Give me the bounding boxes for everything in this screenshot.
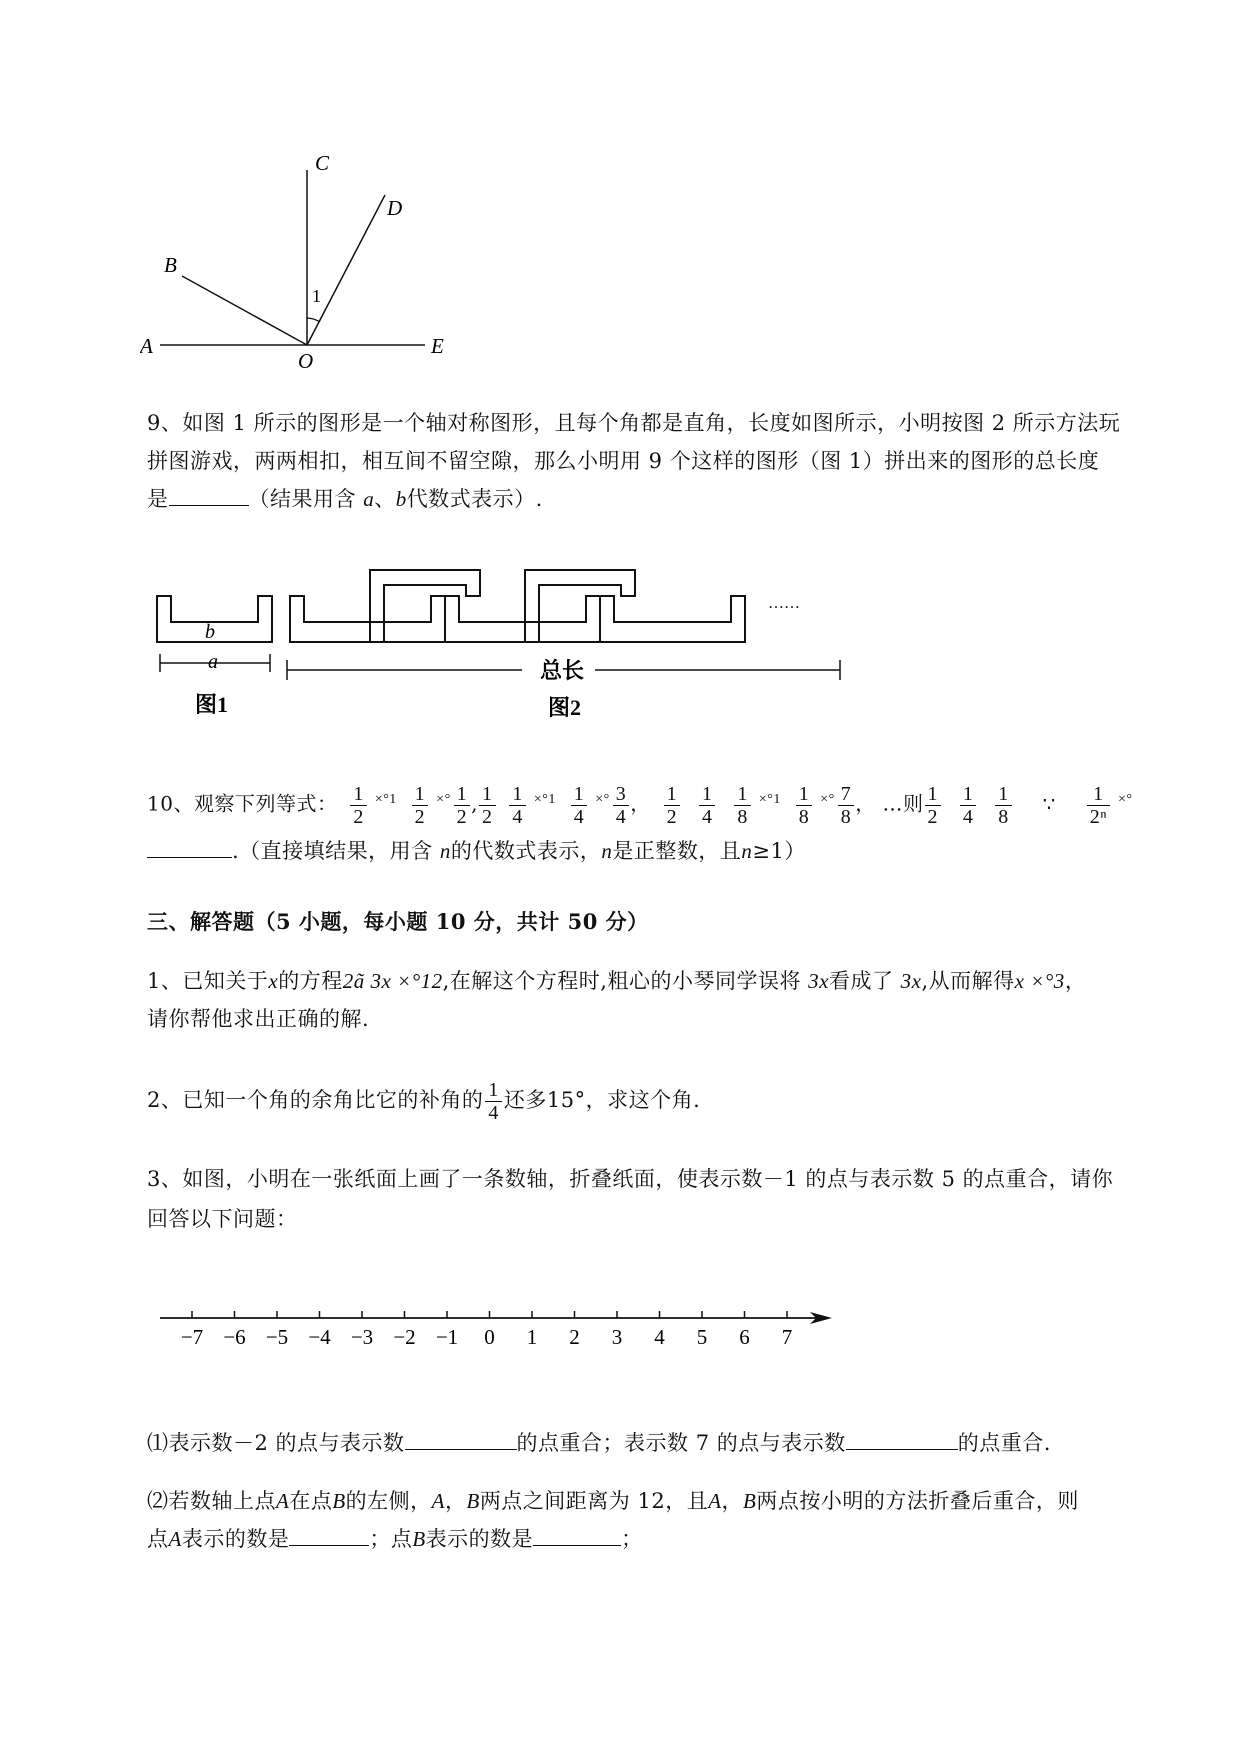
q10-frac-16: $\frac{1}{\text{2ⁿ}}$ bbox=[1087, 783, 1110, 828]
fig2-caption: 图2 bbox=[548, 695, 582, 720]
fig2-shape-3 bbox=[445, 596, 600, 642]
q10-frac-12: $\frac{7}{8}$ bbox=[838, 783, 855, 828]
q9-answer-blank[interactable] bbox=[169, 485, 249, 506]
ray-ob bbox=[182, 276, 307, 345]
label-angle-1: 1 bbox=[312, 286, 321, 306]
fig2-shape-2 bbox=[370, 570, 480, 642]
tick-label: −2 bbox=[393, 1325, 416, 1349]
q10-frac-14: $\frac{1}{4}$ bbox=[960, 783, 977, 828]
q10-frac-5: $\frac{1}{4}$ bbox=[509, 783, 526, 828]
label-b: B bbox=[164, 253, 177, 277]
q10-frac-11: $\frac{1}{8}$ bbox=[796, 783, 813, 828]
q9-line1: 9、如图 1 所示的图形是一个轴对称图形，且每个角都是直角，长度如图所示，小明按图 2 所示方法玩 bbox=[147, 411, 1121, 435]
angle-figure bbox=[140, 150, 460, 370]
q10-then: …则 bbox=[882, 791, 924, 816]
p1-line2: 请你帮他求出正确的解. bbox=[147, 1007, 370, 1031]
tick-label: 2 bbox=[569, 1325, 580, 1349]
tick-label: 6 bbox=[739, 1325, 750, 1349]
tick-label: −7 bbox=[180, 1325, 204, 1349]
q10-ellipsis: ∵ bbox=[1042, 791, 1056, 816]
sub2-line1: ⑵若数轴上点A在点B的左侧，A，B两点之间距离为 12，且A，B两点按小明的方法折叠后重合，则 bbox=[147, 1489, 1079, 1513]
tick-label: −5 bbox=[265, 1325, 289, 1349]
label-o: O bbox=[298, 349, 314, 370]
q10-frac-1: $\frac{1}{2}$ bbox=[350, 783, 367, 828]
q10-frac-6: $\frac{1}{4}$ bbox=[571, 783, 588, 828]
tick-label: 0 bbox=[484, 1325, 495, 1349]
q10-frac-13: $\frac{1}{2}$ bbox=[925, 783, 942, 828]
q9-line2: 拼图游戏，两两相扣，相互间不留空隙，那么小明用 9 个这样的图形（图 1）拼出来的图形的总长度 bbox=[147, 449, 1100, 473]
p2-line: 2、已知一个角的余角比它的补角的 $\frac{1}{4}$ 还多15°，求这个角. bbox=[147, 1079, 701, 1124]
tick-label: 3 bbox=[611, 1325, 623, 1349]
puzzle-figure bbox=[150, 560, 870, 730]
q10-prefix: 10、观察下列等式： bbox=[147, 791, 338, 816]
p3-line1: 3、如图，小明在一张纸面上画了一条数轴，折叠纸面，使表示数－1 的点与表示数 5 的点重合，请你 bbox=[147, 1167, 1114, 1191]
p3-line2: 回答以下问题： bbox=[147, 1207, 298, 1231]
q10-frac-8: $\frac{1}{2}$ bbox=[664, 783, 681, 828]
fig2-dots: …… bbox=[768, 595, 800, 612]
fig2-shape-4 bbox=[525, 570, 635, 642]
sub1-blank-1[interactable] bbox=[405, 1429, 517, 1450]
sub1-blank-2[interactable] bbox=[846, 1429, 958, 1450]
sub1-line: ⑴表示数－2 的点与表示数 的点重合；表示数 7 的点与表示数 的点重合. bbox=[147, 1431, 1051, 1455]
q10-frac-4: $\frac{1}{2}$ bbox=[479, 783, 496, 828]
tick-label: −1 bbox=[435, 1325, 459, 1349]
q10-frac-15: $\frac{1}{8}$ bbox=[995, 783, 1012, 828]
sub2-blank-a[interactable] bbox=[289, 1525, 369, 1546]
q10-line1: 10、观察下列等式： $\frac{1}{2}$ $^{\times^\circ 1}$ $\frac{1}{2}$ ×° $\frac{1}{2}$ , $\frac{1}{2}$ $\frac{1}{4}$ $^{\times^\circ 1}$ $\frac{1}{4}$ ×° $\frac{3}{4}$ ， $\frac{1}{2}$ $\frac{1}{4}$ $\frac{1}{8}$ $^{\times^\circ 1}$ $\frac{1}{8}$ ×° $\frac{7}{8}$ ， …则 $\frac{1}{2}$ $\frac{1}{4}$ $\frac{1}{8}$ ∵ $\frac{1}{\text{2ⁿ}}$ ×° bbox=[147, 782, 1133, 828]
tick-label: 5 bbox=[696, 1325, 708, 1349]
tick-label: 1 bbox=[526, 1325, 538, 1349]
label-d: D bbox=[387, 196, 403, 220]
label-c: C bbox=[315, 151, 330, 175]
q10-answer-blank[interactable] bbox=[147, 837, 232, 858]
q9-sep: 、 bbox=[374, 487, 396, 511]
angle-arc bbox=[307, 318, 320, 322]
q9-var-b: b bbox=[395, 487, 407, 511]
tick-label: −3 bbox=[350, 1325, 374, 1349]
q9-var-a: a bbox=[363, 487, 375, 511]
fig1-label-a: a bbox=[208, 651, 218, 673]
q10-frac-3: $\frac{1}{2}$ bbox=[454, 783, 471, 828]
q10-frac-2: $\frac{1}{2}$ bbox=[412, 783, 429, 828]
q10-frac-9: $\frac{1}{4}$ bbox=[699, 783, 716, 828]
label-e: E bbox=[431, 334, 444, 358]
p1-line1: 1、已知关于x的方程2ã 3x ×°12,在解这个方程时,粗心的小琴同学误将 3x看成了 3x,从而解得x ×°3， bbox=[147, 969, 1087, 993]
fig2-label-total: 总长 bbox=[540, 658, 585, 683]
section3-title: 三、解答题（5 小题，每小题 10 分，共计 50 分） bbox=[147, 909, 649, 934]
label-a: A bbox=[140, 334, 153, 358]
q10-line2: .（直接填结果，用含 n的代数式表示，n是正整数，且n≥1） bbox=[147, 832, 806, 870]
fig1-label-b: b bbox=[205, 621, 215, 643]
q9-line3 bbox=[147, 480, 543, 518]
fig2-shape-5 bbox=[600, 596, 745, 642]
p2-fraction: $\frac{1}{4}$ bbox=[485, 1079, 502, 1124]
number-line bbox=[150, 1300, 850, 1360]
tick-label: 7 bbox=[781, 1325, 793, 1349]
tick-label: 4 bbox=[654, 1325, 665, 1349]
tick-label: −6 bbox=[223, 1325, 246, 1349]
ray-od bbox=[307, 195, 385, 345]
sub2-line2: 点A表示的数是 ；点B表示的数是 ； bbox=[147, 1527, 643, 1551]
tick-label: −4 bbox=[308, 1325, 331, 1349]
q9-text-b: （结果用含 bbox=[248, 487, 356, 511]
q10-frac-7: $\frac{3}{4}$ bbox=[613, 783, 630, 828]
q10-frac-10: $\frac{1}{8}$ bbox=[734, 783, 751, 828]
q9-text-c: 代数式表示）. bbox=[406, 487, 543, 511]
sub2-blank-b[interactable] bbox=[533, 1525, 621, 1546]
fig1-caption: 图1 bbox=[195, 692, 229, 717]
fig2-shape-1 bbox=[290, 596, 445, 642]
q9-text-a: 是 bbox=[147, 487, 169, 511]
